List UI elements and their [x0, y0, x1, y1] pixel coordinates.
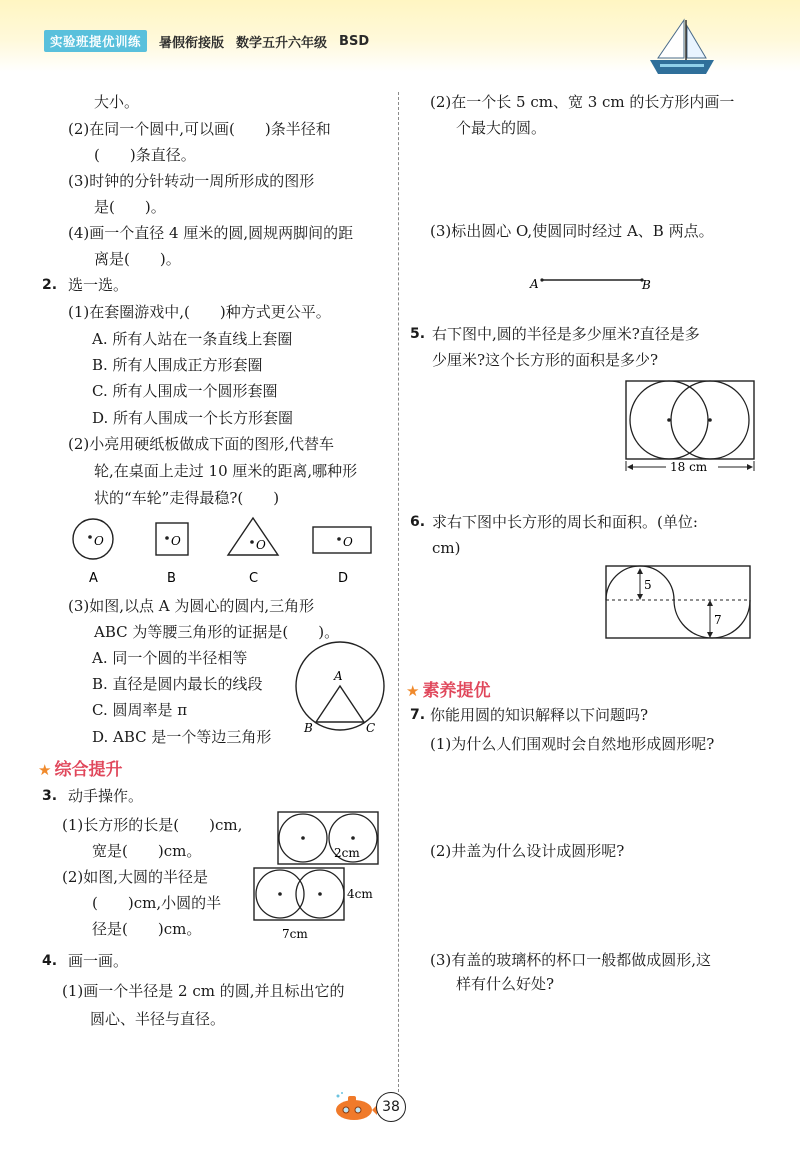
fig1-dimension: 2cm	[334, 846, 360, 860]
header-title	[44, 30, 369, 52]
q7-title: 你能用圆的知识解释以下问题吗?	[430, 706, 649, 724]
shape-d-center: O	[343, 535, 353, 549]
submarine-icon	[330, 1090, 378, 1126]
q4-p1-a: (1)画一个半径是 2 cm 的圆,并且标出它的	[62, 982, 345, 1000]
section-enhance-title: 素养提优	[422, 681, 491, 701]
sailboat-icon	[640, 18, 720, 80]
two-circles-rect-figure	[276, 810, 386, 868]
q7-p3-a: (3)有盖的玻璃杯的杯口一般都做成圆形,这	[430, 951, 712, 969]
star-icon: ★	[38, 761, 52, 779]
q5-dimension: 18 cm	[670, 460, 708, 474]
shape-label-a: A	[89, 571, 98, 586]
q1-cont-line0: 大小。	[94, 93, 140, 111]
star-icon: ★	[406, 682, 420, 700]
big-small-circles-figure	[250, 864, 390, 946]
q2-s1-opt-d: D. 所有人围成一个长方形套圈	[92, 409, 294, 427]
tri-label-b: B	[304, 721, 313, 735]
shape-label-b: B	[167, 571, 176, 586]
q3-p2-b: ( )cm,小圆的半	[92, 894, 222, 912]
q2-s3-opt-a: A. 同一个圆的半径相等	[92, 649, 248, 667]
q2-s3-opt-b: B. 直径是圆内最长的线段	[92, 675, 263, 693]
q4-p3: (3)标出圆心 O,使圆同时经过 A、B 两点。	[430, 222, 714, 240]
q6-b: cm)	[432, 539, 461, 557]
column-divider	[398, 92, 399, 1092]
q4-title: 画一画。	[68, 952, 129, 970]
shape-b-square	[156, 523, 188, 555]
shape-label-c: C	[249, 571, 259, 586]
semicircle-rect-figure	[600, 562, 756, 644]
q4-p2-b: 个最大的圆。	[456, 119, 547, 137]
shape-b-center: O	[171, 534, 181, 548]
q3-p1-b: 宽是( )cm。	[92, 842, 202, 860]
q6-a: 求右下图中长方形的周长和面积。(单位:	[432, 513, 698, 531]
shape-a-circle	[73, 519, 113, 559]
segment-label-a: A	[530, 277, 539, 291]
q2-s3-b: ABC 为等腰三角形的证据是( )。	[94, 623, 340, 641]
q2-s3-opt-d: D. ABC 是一个等边三角形	[92, 728, 272, 746]
q2-s2-a: (2)小亮用硬纸板做成下面的图形,代替车	[68, 435, 335, 453]
fig2-height: 4cm	[347, 887, 373, 901]
tri-label-a: A	[334, 669, 343, 683]
q6-dim-5: 5	[644, 578, 652, 592]
tri-label-c: C	[366, 721, 376, 735]
q1-p4-a: (4)画一个直径 4 厘米的圆,圆规两脚间的距	[68, 224, 354, 242]
q6-number: 6.	[410, 514, 426, 530]
q3-p2-a: (2)如图,大圆的半径是	[62, 868, 209, 886]
edition-label: BSD	[339, 33, 370, 49]
q3-title: 动手操作。	[68, 787, 144, 805]
shape-label-d: D	[338, 571, 349, 586]
q7-p2: (2)井盖为什么设计成圆形呢?	[430, 842, 625, 860]
q2-s3-opt-c: C. 圆周率是 π	[92, 701, 188, 719]
fig2-width: 7cm	[282, 927, 308, 941]
q2-s2-b: 轮,在桌面上走过 10 厘米的距离,哪种形	[94, 462, 358, 480]
q2-title: 选一选。	[68, 276, 129, 294]
q4-p2-a: (2)在一个长 5 cm、宽 3 cm 的长方形内画一	[430, 93, 735, 111]
section-comprehensive-title: 综合提升	[54, 760, 123, 780]
q5-b: 少厘米?这个长方形的面积是多少?	[432, 351, 659, 369]
q7-p1: (1)为什么人们围观时会自然地形成圆形呢?	[430, 735, 715, 753]
brand-label: 实验班提优训练	[44, 30, 147, 52]
q6-dim-7: 7	[714, 613, 722, 627]
section-enhance	[406, 676, 490, 701]
q2-s1: (1)在套圈游戏中,( )种方式更公平。	[68, 303, 331, 321]
q5-number: 5.	[410, 326, 426, 342]
q2-s1-opt-a: A. 所有人站在一条直线上套圈	[92, 330, 293, 348]
q2-number: 2.	[42, 277, 58, 293]
q2-s2-c: 状的“车轮”走得最稳?( )	[94, 489, 280, 507]
overlap-circles-rect-figure	[622, 375, 758, 477]
segment-ab-figure	[528, 272, 658, 294]
q2-s1-opt-c: C. 所有人围成一个圆形套圈	[92, 382, 278, 400]
subject-label: 数学五升六年级	[236, 35, 328, 51]
q1-p2-b: ( )条直径。	[94, 146, 196, 164]
shape-c-triangle	[228, 518, 278, 555]
q4-number: 4.	[42, 953, 58, 969]
q1-p4-b: 离是( )。	[94, 250, 181, 268]
circle-triangle-figure	[292, 640, 390, 740]
q5-a: 右下图中,圆的半径是多少厘米?直径是多	[432, 325, 700, 343]
q3-p2-c: 径是( )cm。	[92, 920, 202, 938]
section-comprehensive	[38, 755, 122, 780]
segment-label-b: B	[642, 278, 651, 292]
q7-number: 7.	[410, 707, 426, 723]
shape-a-center: O	[94, 534, 104, 548]
q4-p1-b: 圆心、半径与直径。	[90, 1010, 226, 1028]
shape-d-rectangle	[313, 527, 371, 553]
q3-p1-a: (1)长方形的长是( )cm,	[62, 816, 243, 834]
page-number: 38	[376, 1092, 406, 1122]
shape-c-center: O	[256, 538, 266, 552]
q1-p2-a: (2)在同一个圆中,可以画( )条半径和	[68, 120, 331, 138]
q1-p3-a: (3)时钟的分针转动一周所形成的图形	[68, 172, 315, 190]
q3-number: 3.	[42, 788, 58, 804]
wheel-shapes-figure	[60, 514, 390, 604]
q7-p3-b: 样有什么好处?	[456, 975, 555, 993]
q1-p3-b: 是( )。	[94, 198, 166, 216]
q2-s3-a: (3)如图,以点 A 为圆心的圆内,三角形	[68, 597, 315, 615]
q2-s1-opt-b: B. 所有人围成正方形套圈	[92, 356, 263, 374]
series-label: 暑假衔接版	[159, 35, 225, 51]
